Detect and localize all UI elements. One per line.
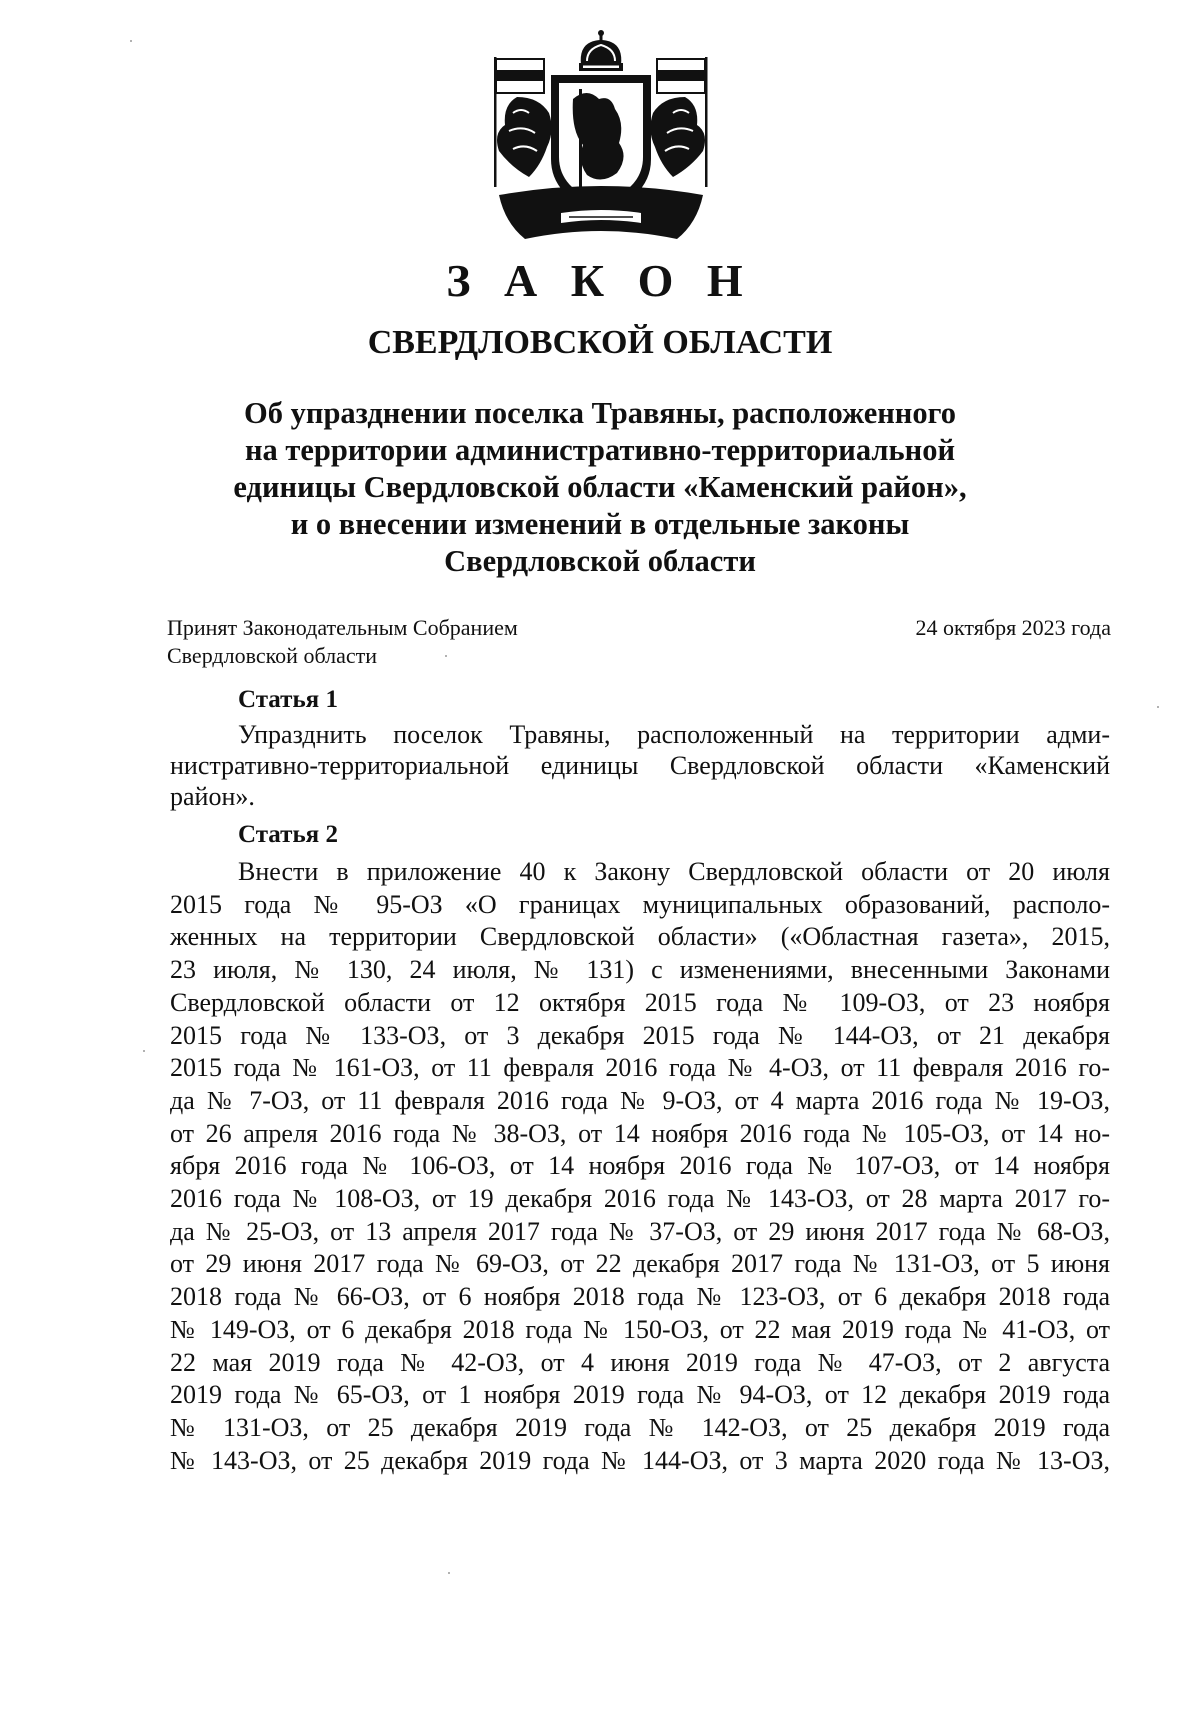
coat-of-arms-emblem — [469, 27, 733, 243]
law-subject-title — [200, 395, 1000, 580]
body-line: 2015 года № 133-ОЗ, от 3 декабря 2015 года № 144-ОЗ, от 21 декабря — [170, 1020, 1110, 1050]
body-line: 2016 года № 108-ОЗ, от 19 декабря 2016 года № 143-ОЗ, от 28 марта 2017 го- — [170, 1184, 1110, 1214]
subject-line: Об упразднении поселка Травяны, расположенного — [244, 396, 956, 430]
body-line: от 26 апреля 2016 года № 38-ОЗ, от 14 ноября 2016 года № 105-ОЗ, от 14 но- — [170, 1118, 1110, 1148]
body-line: ября 2016 года № 106-ОЗ, от 14 ноября 2016 года № 107-ОЗ, от 14 ноября — [170, 1151, 1110, 1181]
body-line: 2015 года № 161-ОЗ, от 11 февраля 2016 года № 4-ОЗ, от 11 февраля 2016 го- — [170, 1053, 1110, 1083]
body-line: 2019 года № 65-ОЗ, от 1 ноября 2019 года № 94-ОЗ, от 12 декабря 2019 года — [170, 1380, 1110, 1410]
article-1-body — [170, 719, 1110, 812]
scan-speck — [130, 40, 132, 42]
body-line: № 131-ОЗ, от 25 декабря 2019 года № 142-ОЗ, от 25 декабря 2019 года — [170, 1412, 1110, 1442]
subject-line: Свердловской области — [444, 544, 756, 578]
article-2-heading: Статья 2 — [238, 821, 338, 848]
body-line: нистративно-территориальной единицы Свердловской области «Каменский — [170, 751, 1110, 780]
body-line: № 149-ОЗ, от 6 декабря 2018 года № 150-ОЗ, от 22 мая 2019 года № 41-ОЗ, от — [170, 1314, 1110, 1344]
body-line: Внести в приложение 40 к Закону Свердловской области от 20 июля — [238, 857, 1110, 886]
crown-icon — [579, 30, 623, 71]
body-line: от 29 июня 2017 года № 69-ОЗ, от 22 декабря 2017 года № 131-ОЗ, от 5 июня — [170, 1249, 1110, 1279]
scan-speck — [448, 1572, 450, 1574]
body-line: 2018 года № 66-ОЗ, от 6 ноября 2018 года № 123-ОЗ, от 6 декабря 2018 года — [170, 1282, 1110, 1312]
body-line: Упразднить поселок Травяны, расположенный на территории адми- — [238, 720, 1110, 749]
base-ornament-icon — [499, 186, 703, 239]
body-line: район». — [170, 782, 255, 811]
law-title: З А К О Н — [446, 255, 754, 306]
adoption-date: 24 октября 2023 года — [915, 615, 1111, 640]
adoption-line: Принят Законодательным Собранием — [167, 615, 518, 640]
article-2-body — [170, 856, 1110, 1477]
body-line: да № 25-ОЗ, от 13 апреля 2017 года № 37-ОЗ, от 29 июня 2017 года № 68-ОЗ, — [170, 1216, 1110, 1246]
sable-supporter-right-icon — [650, 97, 705, 177]
region-title: СВЕРДЛОВСКОЙ ОБЛАСТИ — [367, 324, 833, 361]
body-line: № 143-ОЗ, от 25 декабря 2019 года № 144-ОЗ, от 3 марта 2020 года № 13-ОЗ, — [170, 1445, 1110, 1475]
subject-line: на территории административно-территориальной — [244, 433, 956, 467]
article-1-heading: Статья 1 — [238, 686, 338, 713]
adoption-line: Свердловской области — [167, 643, 377, 668]
scan-speck — [143, 1050, 145, 1052]
body-line: женных на территории Свердловской области» («Областная газета», 2015, — [170, 922, 1110, 952]
subject-line: единицы Свердловской области «Каменский район», — [233, 470, 967, 504]
adoption-note — [167, 614, 518, 670]
subject-line: и о внесении изменений в отдельные законы — [290, 507, 910, 541]
body-line: Свердловской области от 12 октября 2015 года № 109-ОЗ, от 23 ноября — [170, 987, 1110, 1017]
scan-speck — [1157, 706, 1159, 708]
sable-supporter-left-icon — [497, 97, 552, 177]
body-line: да № 7-ОЗ, от 11 февраля 2016 года № 9-ОЗ, от 4 марта 2016 года № 19-ОЗ, — [170, 1085, 1110, 1115]
body-line: 22 мая 2019 года № 42-ОЗ, от 4 июня 2019 года № 47-ОЗ, от 2 августа — [170, 1347, 1110, 1377]
body-line: 2015 года № 95-ОЗ «О границах муниципальных образований, располо- — [170, 889, 1110, 919]
body-line: 23 июля, № 130, 24 июля, № 131) с изменениями, внесенными Законами — [170, 955, 1110, 985]
scan-speck — [445, 655, 447, 657]
